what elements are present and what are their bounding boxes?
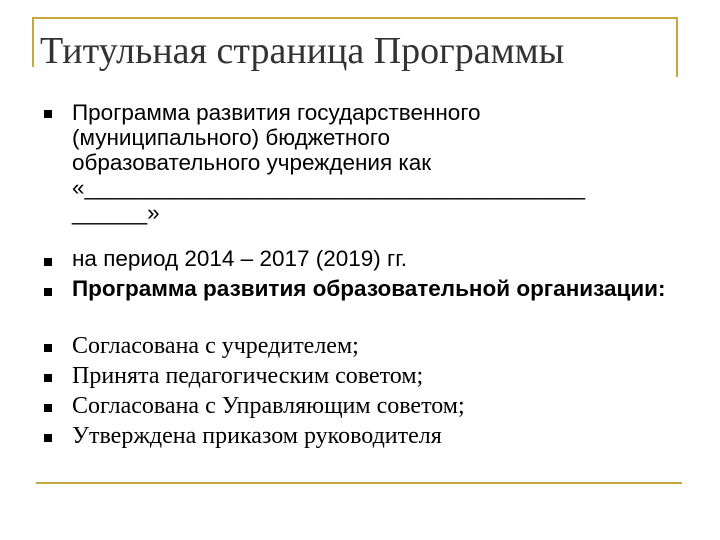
list-item — [40, 276, 680, 331]
list-item-text: Утверждена приказом руководителя — [72, 423, 442, 449]
frame-bottom-line — [36, 482, 682, 484]
square-bullet-icon — [44, 344, 52, 352]
list-item-text: Программа развития образовательной организации: — [72, 276, 666, 301]
list-item — [40, 331, 680, 361]
bullet-list — [40, 96, 680, 451]
square-bullet-icon — [44, 374, 52, 382]
square-bullet-icon — [44, 434, 52, 442]
list-item-text: Согласована с учредителем; — [72, 333, 359, 359]
list-item — [40, 246, 680, 276]
list-item-text: Программа развития государственного (муниципального) бюджетного образовательного учреждения как «________________________________________ ______» — [72, 100, 586, 225]
square-bullet-icon — [44, 404, 52, 412]
list-item — [40, 421, 680, 451]
list-item — [40, 361, 680, 391]
list-item-text: Принята педагогическим советом; — [72, 363, 424, 389]
square-bullet-icon — [44, 288, 52, 296]
frame-left-line — [32, 17, 34, 67]
list-item-text: Согласована с Управляющим советом; — [72, 393, 465, 419]
list-item — [40, 391, 680, 421]
list-item-text: на период 2014 – 2017 (2019) гг. — [72, 246, 407, 271]
square-bullet-icon — [44, 258, 52, 266]
frame-top-line — [32, 17, 677, 19]
square-bullet-icon — [44, 110, 52, 118]
slide-title: Титульная страница Программы — [40, 30, 565, 72]
frame-right-line — [676, 17, 678, 77]
list-item — [40, 96, 680, 246]
